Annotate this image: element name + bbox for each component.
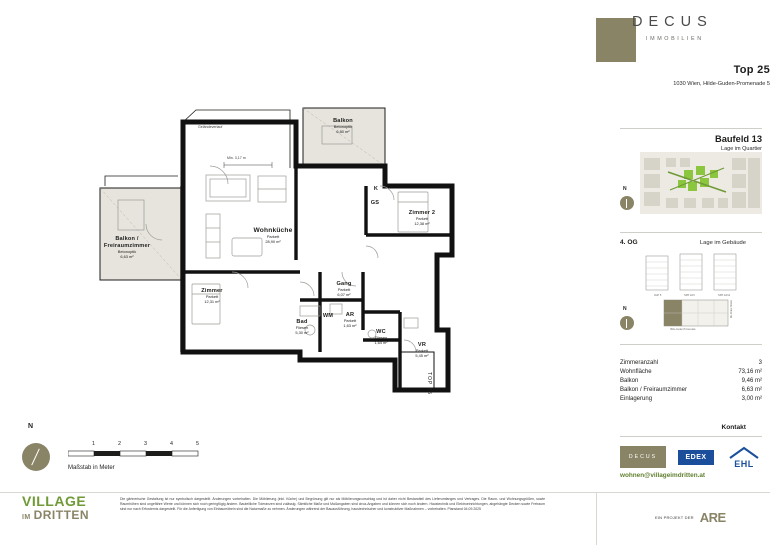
scale-tick-2: 2 bbox=[118, 441, 121, 447]
facts-row-balkon bbox=[620, 376, 762, 385]
facts-rooms-value: 3 bbox=[758, 359, 762, 366]
scale-tick-1: 1 bbox=[92, 441, 95, 447]
room-label-k: K bbox=[373, 186, 379, 192]
quartier-subtitle: Lage im Quartier bbox=[721, 146, 762, 152]
facts-row-freiraumzimmer bbox=[620, 386, 762, 395]
room-label-zimmer-2: Zimmer 2 Parkett 12,38 m² bbox=[408, 210, 436, 226]
room-label-wohnkueche: Wohnküche Parkett 28,90 m² bbox=[253, 227, 293, 245]
room-label-ar: AR Parkett 1,63 m² bbox=[343, 312, 357, 328]
contact-email[interactable]: wohnen@villageimdritten.at bbox=[620, 472, 706, 479]
facts-wohnflaeche-value: 73,16 m² bbox=[738, 368, 762, 375]
facts-row-einlagerung bbox=[620, 395, 762, 404]
quartier-map-svg bbox=[640, 152, 762, 214]
village-logo bbox=[22, 494, 114, 521]
ehl-icon bbox=[726, 446, 762, 468]
facts-balkon-label: Balkon bbox=[620, 377, 639, 384]
facts-row-wohnflaeche bbox=[620, 367, 762, 376]
facts-wohnflaeche-label: Wohnfläche bbox=[620, 368, 652, 375]
room-label-vr: VR Parkett 5,45 m² bbox=[415, 342, 429, 358]
scale-caption: Maßstab in Meter bbox=[68, 465, 115, 471]
are-logo: ARE bbox=[699, 510, 726, 525]
divider-2 bbox=[620, 232, 762, 233]
room-label-wc: WC Fliesen 1,64 m² bbox=[374, 329, 388, 345]
dimension-gelaendeverlauf: Geländeverlauf bbox=[198, 125, 223, 129]
scale-tick-3: 3 bbox=[144, 441, 147, 447]
quartier-title: Baufeld 13 bbox=[714, 134, 762, 144]
building-diagram bbox=[640, 248, 762, 332]
building-subtitle: Lage im Gebäude bbox=[699, 240, 746, 246]
divider-1 bbox=[620, 128, 762, 129]
room-label-zimmer: Zimmer Parkett 12,31 m² bbox=[201, 288, 223, 304]
contact-title: Kontakt bbox=[721, 424, 746, 431]
partner-logo-decus: DECUS bbox=[620, 446, 666, 468]
footer-project-label: EIN PROJEKT DER bbox=[655, 515, 694, 520]
room-label-balkon-top: Balkon Betonoptik 6,80 m² bbox=[333, 118, 353, 134]
building-diagram-svg bbox=[640, 248, 762, 332]
room-label-balkon-freiraumzimmer: Balkon / Freiraumzimmer Betonoptik 6,63 m² bbox=[103, 236, 151, 259]
brand-olive-band bbox=[596, 18, 636, 62]
scale-graph bbox=[68, 449, 208, 459]
partner-logo-edex: EDEX bbox=[678, 450, 714, 465]
svg-text:Hilde-Guden-Promenade: Hilde-Guden-Promenade bbox=[670, 329, 696, 331]
quartier-header bbox=[620, 134, 762, 152]
village-logo-im: IM bbox=[22, 514, 31, 521]
unit-header bbox=[620, 64, 770, 87]
scale-tick-5: 5 bbox=[196, 441, 199, 447]
unit-address: 1030 Wien, Hilde-Guden-Promenade 5 bbox=[673, 81, 770, 87]
footer-legal-text: Die gärtnerische Gestaltung ist nur symbolisch dargestellt. Änderungen vorbehalten. Die Möblierung (inkl. Küche) und Begrünung gilt nur als Möblierungsvorschlag und ist daher nicht Bestandteil des Lieferumfanges und Vertrages. Die Raum- und Wohnungsgrößen, sowie Raumhöhen sind ungefähre Werte und können sich noch geringfügig ändern. Bauteilliche Toleranzen sind zulässig. Sämtliche Maße und Maßangaben sind circa-Angaben und können sich noch ändern. Haustechnik und Elektroeinrichtungen, abgehängte Decken sowie Freiraum sind nur nach Erfordernis dargestellt. Für die Anfertigung von Einbaumöbeln sind die Naturmaße zu nehmen. Änderungen während der Bauausführung, haustechnischer und konstruktiver Maßnahmen – vorbehalten. Planstand 04.09.2025 bbox=[120, 497, 545, 511]
north-label: N bbox=[28, 423, 34, 430]
dimension-min-height: Min. 3,17 m bbox=[227, 156, 246, 160]
divider-3 bbox=[620, 344, 762, 345]
room-label-wm: WM bbox=[322, 313, 334, 319]
brand-subtitle: IMMOBILIEN bbox=[646, 36, 704, 42]
quartier-north-label: N bbox=[623, 186, 627, 192]
divider-4 bbox=[620, 436, 762, 437]
facts-einlagerung-value: 3,00 m² bbox=[741, 396, 762, 403]
quartier-compass-icon bbox=[620, 196, 634, 210]
facts-balkon-value: 9,46 m² bbox=[741, 377, 762, 384]
partner-logos bbox=[620, 444, 762, 470]
svg-text:SP8 12/3: SP8 12/3 bbox=[684, 294, 695, 297]
scale-tick-4: 4 bbox=[170, 441, 173, 447]
village-logo-dritten: DRITTEN bbox=[33, 508, 90, 522]
village-logo-line1: VILLAGE bbox=[22, 493, 87, 509]
facts-table bbox=[620, 358, 762, 404]
compass-icon bbox=[22, 443, 50, 471]
plan-unit-label: TOP 25 bbox=[426, 372, 432, 396]
building-floor-label: 4. OG bbox=[620, 239, 638, 246]
svg-text:SP8 12/14: SP8 12/14 bbox=[718, 294, 731, 297]
room-label-bad: Bad Fliesen 5,30 m² bbox=[295, 319, 309, 335]
info-sidebar bbox=[596, 0, 770, 492]
facts-rooms-label: Zimmeranzahl bbox=[620, 359, 659, 366]
room-label-gs: GS bbox=[370, 200, 380, 206]
unit-title: Top 25 bbox=[733, 64, 770, 76]
svg-text:Die Prater-Straße: Die Prater-Straße bbox=[731, 300, 733, 318]
building-compass-icon bbox=[620, 316, 634, 330]
footer-divider bbox=[0, 492, 770, 493]
room-label-gang: Gang Parkett 6,07 m² bbox=[336, 281, 352, 297]
brand-name: DECUS bbox=[632, 14, 713, 30]
svg-text:EHL: EHL bbox=[734, 459, 754, 468]
building-north-label: N bbox=[623, 306, 627, 312]
decus-brand-block bbox=[596, 0, 770, 62]
svg-text:4GP 5: 4GP 5 bbox=[654, 294, 662, 297]
quartier-map bbox=[640, 152, 762, 214]
facts-einlagerung-label: Einlagerung bbox=[620, 396, 653, 403]
footer-project-credit bbox=[655, 510, 726, 525]
facts-freiraumzimmer-label: Balkon / Freiraumzimmer bbox=[620, 387, 688, 394]
facts-row-rooms bbox=[620, 358, 762, 367]
facts-freiraumzimmer-value: 6,63 m² bbox=[741, 387, 762, 394]
partner-logo-ehl bbox=[726, 446, 762, 468]
